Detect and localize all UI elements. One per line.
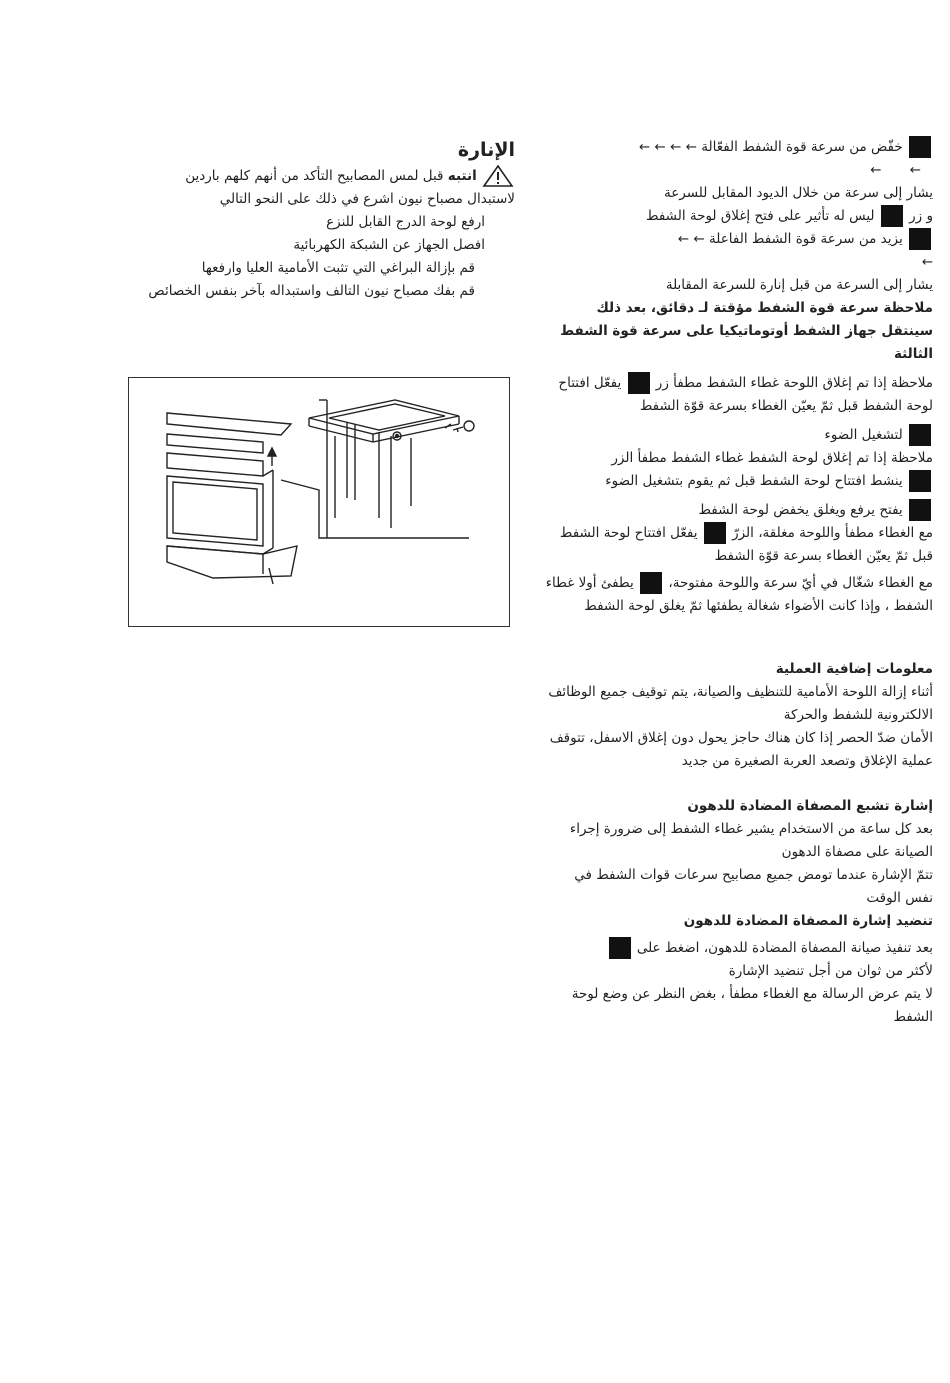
black-square-button-icon — [909, 499, 931, 521]
arrow-line: ← — [921, 254, 933, 270]
step-disconnect: افصل الجهاز عن الشبكة الكهربائية — [293, 237, 485, 253]
note-timed-speed: ملاحظة سرعة قوة الشفط مؤقتة لـ دقائق، بعد ذلك سينتقل جهاز الشفط أوتوماتيكيا على سرعة قوة الشفط الثالثة — [560, 300, 933, 362]
lighting-title: الإنارة — [457, 139, 515, 161]
note-panel-closed: ملاحظة إذا تم إغلاق اللوحة غطاء الشفط مطفأ زر يفعّل افتتاح لوحة الشفط قبل ثمّ يعيّن الغطاء بسرعة قوّة الشفط — [545, 372, 933, 418]
step-replace-lamp: قم بفك مصباح نيون التالف واستبداله بآخر بنفس الخصائص — [148, 283, 475, 299]
info-title: معلومات إضافية العملية — [775, 661, 933, 677]
reset-title: تنضيد إشارة المصفاة المضادة للدهون — [683, 913, 933, 929]
filter-para1: بعد كل ساعة من الاستخدام يشير غطاء الشفط إلى ضرورة إجراء الصيانة على مصفاة الدهون — [569, 821, 933, 860]
left-column — [120, 136, 515, 303]
hood-drawing — [129, 378, 509, 626]
step-remove-screws: قم بإزالة البراغي التي تثبت الأمامية العليا وارفعها — [201, 260, 475, 276]
black-square-button-icon — [609, 937, 631, 959]
filter-para2: تتمّ الإشارة عندما تومض جميع مصابيح سرعات قوات الشفط في نفس الوقت — [574, 867, 933, 906]
black-square-button-icon — [640, 572, 662, 594]
reset-line1: بعد تنفيذ صيانة المصفاة المضادة للدهون، اضغط على — [545, 937, 933, 960]
reset-para2: لا يتم عرض الرسالة مع الغطاء مطفأ ، بغض النظر عن وضع لوحة الشفط — [571, 986, 933, 1025]
speed-decrease-line: خفّض من سرعة قوة الشفط الفعّالة ← ← ← ← — [545, 136, 933, 159]
black-square-button-icon — [881, 205, 903, 227]
warning-line: انتبه قبل لمس المصابيح التأكد من أنهم كلهم باردين — [120, 164, 515, 188]
info-para1: أثناء إزالة اللوحة الأمامية للتنظيف والصيانة، يتم توقيف جميع الوظائف الالكترونية للشفط والحركة — [548, 684, 933, 723]
para-hood-on: مع الغطاء شغّال في أيّ سرعة واللوحة مفتوحة، يطفئ أولا غطاء الشفط ، وإذا كانت الأضواء شغالة يطفئها ثمّ يغلق لوحة الشفط — [545, 572, 933, 618]
note-light-line1: ملاحظة إذا تم إغلاق لوحة الشفط غطاء الشفط مطفأ الزر — [611, 450, 933, 466]
speed-increase-line: يزيد من سرعة قوة الشفط الفاعلة ← ← — [545, 228, 933, 251]
black-square-button-icon — [909, 136, 931, 158]
button-no-effect-line: و زر ليس له تأثير على فتح إغلاق لوحة الشفط — [545, 205, 933, 228]
step-raise-panel: ارفع لوحة الدرج القابل للنزع — [326, 214, 485, 230]
speed-light-line: يشار إلى السرعة من قبل إنارة للسرعة المقابلة — [665, 277, 933, 293]
light-line: لتشغيل الضوء — [545, 424, 933, 447]
para-hood-off: مع الغطاء مطفأ واللوحة مغلقة، الزرّ يفعّل افتتاح لوحة الشفط قبل ثمّ يعيّن الغطاء بسرعة قوّة الشفط — [545, 522, 933, 568]
arrow-line: ← ← — [870, 162, 933, 178]
black-square-button-icon — [909, 470, 931, 492]
filter-title: إشارة تشبع المصفاة المضادة للدهون — [687, 798, 933, 814]
note-light-line2: ينشط افتتاح لوحة الشفط قبل ثم يقوم بتشغيل الضوء — [545, 470, 933, 493]
warning-triangle-icon — [481, 164, 515, 188]
right-column — [545, 136, 933, 1029]
black-square-button-icon — [704, 522, 726, 544]
info-para2: الأمان ضدّ الحصر إذا كان هناك حاجز يحول دون إغلاق الاسفل، تتوقف عملية الإغلاق وتصعد العربة الصغيرة من جديد — [549, 730, 933, 769]
black-square-button-icon — [909, 228, 931, 250]
replace-intro: لاستبدال مصباح نيون اشرع في ذلك على النحو التالي — [219, 191, 515, 207]
black-square-button-icon — [628, 372, 650, 394]
lamp-replacement-figure — [128, 377, 510, 627]
speed-indicator-line: يشار إلى سرعة من خلال الديود المقابل للسرعة — [663, 185, 933, 201]
black-square-button-icon — [909, 424, 931, 446]
open-close-line: يفتح يرفع ويغلق يخفض لوحة الشفط — [545, 499, 933, 522]
reset-line2: لأكثر من ثوان من أجل تنضيد الإشارة — [728, 963, 933, 979]
